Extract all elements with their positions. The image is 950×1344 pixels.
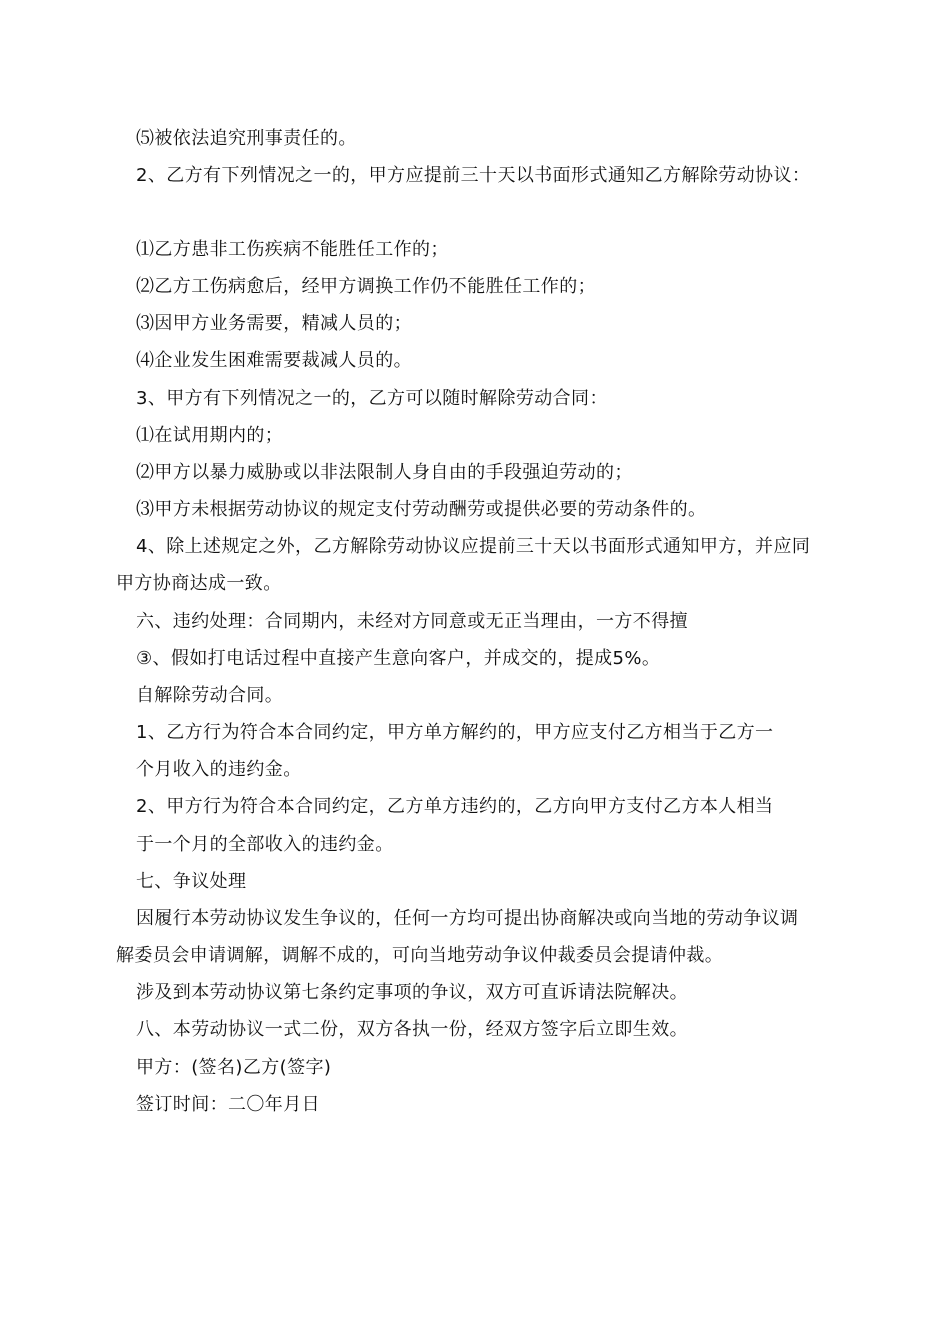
commission-note: ③、假如打电话过程中直接产生意向客户，并成交的，提成5%。 [136,648,661,669]
clause-5-4-line2: 甲方协商达成一致。 [116,573,282,594]
section-6-continuation: 自解除劳动合同。 [136,685,284,706]
clause-5-3-heading: 3、甲方有下列情况之一的，乙方可以随时解除劳动合同： [136,388,608,409]
clause-5-2-3: ⑶因甲方业务需要，精减人员的； [136,313,412,334]
clause-5-2-4: ⑷企业发生困难需要裁减人员的。 [136,350,412,371]
clause-5-3-1: ⑴在试用期内的； [136,425,284,446]
clause-6-2-line2: 于一个月的全部收入的违约金。 [136,834,394,855]
section-7-heading: 七、争议处理 [136,871,247,892]
clause-5-4-line1: 4、除上述规定之外，乙方解除劳动协议应提前三十天以书面形式通知甲方，并应同 [136,536,811,557]
clause-5-2-2: ⑵乙方工伤病愈后，经甲方调换工作仍不能胜任工作的； [136,276,596,297]
clause-6-2-line1: 2、甲方行为符合本合同约定，乙方单方违约的，乙方向甲方支付乙方本人相当 [136,796,774,817]
clause-5-2-heading: 2、乙方有下列情况之一的，甲方应提前三十天以书面形式通知乙方解除劳动协议： [136,165,811,186]
section-8-heading: 八、本劳动协议一式二份，双方各执一份，经双方签字后立即生效。 [136,1019,688,1040]
signature-line: 甲方：(签名)乙方(签字) [136,1057,332,1078]
section-6-heading: 六、违约处理：合同期内，未经对方同意或无正当理由，一方不得擅 [136,611,688,632]
clause-5-2-1: ⑴乙方患非工伤疾病不能胜任工作的； [136,239,449,260]
clause-6-1-line2: 个月收入的违约金。 [136,759,302,780]
section-7-line2: 解委员会申请调解，调解不成的，可向当地劳动争议仲裁委员会提请仲裁。 [116,945,724,966]
signing-date-line: 签订时间：二〇年月日 [136,1094,320,1115]
clause-5-1-5: ⑸被依法追究刑事责任的。 [136,128,357,149]
section-7-line3: 涉及到本劳动协议第七条约定事项的争议，双方可直诉请法院解决。 [136,982,688,1003]
section-7-line1: 因履行本劳动协议发生争议的，任何一方均可提出协商解决或向当地的劳动争议调 [136,908,799,929]
clause-5-3-2: ⑵甲方以暴力威胁或以非法限制人身自由的手段强迫劳动的； [136,462,633,483]
clause-6-1-line1: 1、乙方行为符合本合同约定，甲方单方解约的，甲方应支付乙方相当于乙方一 [136,722,774,743]
clause-5-3-3: ⑶甲方未根据劳动协议的规定支付劳动酬劳或提供必要的劳动条件的。 [136,499,707,520]
